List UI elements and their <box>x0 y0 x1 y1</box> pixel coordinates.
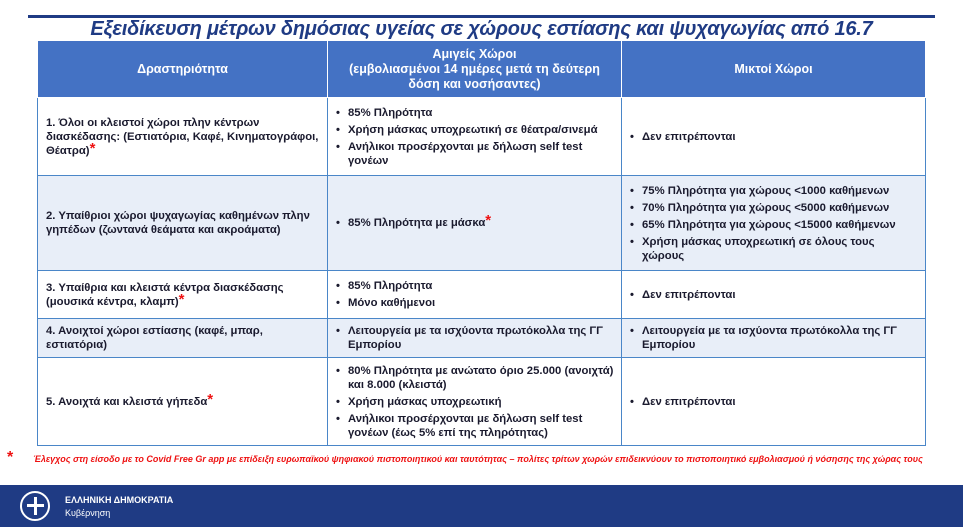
measure-text: Λειτουργεία με τα ισχύοντα πρωτόκολλα της ΓΓ Εμπορίου <box>642 325 897 351</box>
measure-text: 70% Πληρότητα για χώρους <5000 καθήμενων <box>642 201 890 214</box>
table-row <box>38 319 926 358</box>
measure-text: 85% Πληρότητα <box>348 280 433 292</box>
footnote-asterisk: * <box>7 449 14 466</box>
measure-text: Δεν επιτρέπονται <box>642 130 736 143</box>
measure-item <box>334 412 615 440</box>
measure-item <box>334 212 615 230</box>
measure-text: Μόνο καθήμενοι <box>348 297 436 309</box>
measure-item <box>628 218 919 232</box>
measure-item <box>628 324 919 352</box>
mixed-measures-list <box>628 395 919 409</box>
mixed-spaces-cell <box>622 358 926 446</box>
measures-table <box>37 40 926 446</box>
measure-text: Λειτουργεία με τα ισχύοντα πρωτόκολλα της ΓΓ Εμπορίου <box>348 325 603 351</box>
header-mixed-spaces: Μικτοί Χώροι <box>622 41 926 98</box>
measure-item <box>334 279 615 293</box>
asterisk-mark: * <box>207 390 214 408</box>
footer-bar <box>0 485 963 527</box>
measure-item <box>628 184 919 198</box>
activity-cell <box>38 358 328 446</box>
pure-spaces-cell <box>328 271 622 319</box>
footer-org-name: ΕΛΛΗΝΙΚΗ ΔΗΜΟΚΡΑΤΙΑ <box>65 495 174 505</box>
measure-text: Ανήλικοι προσέρχονται με δήλωση self test γονέων <box>348 140 583 167</box>
pure-spaces-cell <box>328 98 622 176</box>
measure-text: 85% Πληρότητα με μάσκα <box>348 217 486 229</box>
measure-item <box>628 130 919 144</box>
pure-measures-list <box>334 279 615 310</box>
pure-measures-list <box>334 324 615 352</box>
pure-measures-list <box>334 212 615 230</box>
measure-item <box>334 123 615 137</box>
page-title: Εξειδίκευση μέτρων δημόσιας υγείας σε χώρους εστίασης και ψυχαγωγίας από 16.7 <box>90 18 873 40</box>
measure-text: 85% Πληρότητα <box>348 106 433 119</box>
activity-cell <box>38 271 328 319</box>
mixed-measures-list <box>628 324 919 352</box>
measure-text: 75% Πληρότητα για χώρους <1000 καθήμενων <box>642 184 890 197</box>
measure-text: Δεν επιτρέπονται <box>642 288 736 301</box>
header-pure-spaces: Αμιγείς Χώροι (εμβολιασμένοι 14 ημέρες μετά τη δεύτερη δόση και νοσήσαντες) <box>328 41 622 98</box>
measure-text: Ανήλικοι προσέρχονται με δήλωση self test γονέων (έως 5% επί της πληρότητας) <box>348 412 583 439</box>
measure-text: 80% Πληρότητα με ανώτατο όριο 25.000 (ανοιχτά) και 8.000 (κλειστά) <box>348 364 614 391</box>
asterisk-mark: * <box>89 139 96 157</box>
measure-item <box>334 364 615 392</box>
pure-spaces-cell <box>328 358 622 446</box>
measure-text: Δεν επιτρέπονται <box>642 395 736 408</box>
table-row <box>38 98 926 176</box>
activity-text: 2. Υπαίθριοι χώροι ψυχαγωγίας καθημένων πλην γηπέδων (ζωντανά θεάματα και ακροάματα) <box>46 210 310 236</box>
footnote: Έλεγχος στη είσοδο με το Covid Free Gr app με επίδειξη ευρωπαϊκού ψηφιακού πιστοποιητικού και ταυτότητας – πολίτες τρίτων χωρών επιδεικνύουν το πιστοποιητικό εμβολιασμού ή νόσησης της χώρας τους <box>33 454 923 464</box>
footer-org-subtitle: Κυβέρνηση <box>65 508 111 518</box>
measure-item <box>334 296 615 310</box>
activity-cell <box>38 176 328 271</box>
mixed-measures-list <box>628 130 919 144</box>
measure-text: 65% Πληρότητα για χώρους <15000 καθήμενων <box>642 218 896 231</box>
table-row <box>38 271 926 319</box>
mixed-spaces-cell <box>622 176 926 271</box>
measure-text: Χρήση μάσκας υποχρεωτική σε όλους τους χώρους <box>642 235 875 262</box>
activity-cell <box>38 319 328 358</box>
measure-item <box>628 235 919 263</box>
measure-item <box>334 395 615 409</box>
measure-item <box>628 288 919 302</box>
activity-cell <box>38 98 328 176</box>
table-row <box>38 176 926 271</box>
mixed-spaces-cell <box>622 319 926 358</box>
measure-item <box>334 140 615 168</box>
measure-item <box>334 106 615 120</box>
mixed-spaces-cell <box>622 271 926 319</box>
pure-measures-list <box>334 364 615 440</box>
measure-text: Χρήση μάσκας υποχρεωτική σε θέατρα/σινεμά <box>348 123 598 136</box>
activity-text: 5. Ανοιχτά και κλειστά γήπεδα <box>46 395 208 408</box>
table-row <box>38 358 926 446</box>
measure-item <box>334 324 615 352</box>
activity-text: 3. Υπαίθρια και κλειστά κέντρα διασκέδασης (μουσικά κέντρα, κλαμπ) <box>46 281 284 308</box>
measure-text: Χρήση μάσκας υποχρεωτική <box>348 395 502 408</box>
asterisk-mark: * <box>485 212 492 229</box>
pure-spaces-cell <box>328 176 622 271</box>
mixed-spaces-cell <box>622 98 926 176</box>
greek-government-logo-icon <box>20 491 50 521</box>
activity-text: 4. Ανοιχτοί χώροι εστίασης (καφέ, μπαρ, εστιατόρια) <box>46 325 263 351</box>
activity-text: 1. Όλοι οι κλειστοί χώροι πλην κέντρων διασκέδασης: (Εστιατόρια, Καφέ, Κινηματογράφοι, Θέατρα) <box>46 116 319 157</box>
measure-item <box>628 395 919 409</box>
asterisk-mark: * <box>178 290 185 308</box>
pure-spaces-cell <box>328 319 622 358</box>
pure-measures-list <box>334 106 615 168</box>
mixed-measures-list <box>628 288 919 302</box>
measure-item <box>628 201 919 215</box>
header-activity: Δραστηριότητα <box>38 41 328 98</box>
mixed-measures-list <box>628 184 919 263</box>
